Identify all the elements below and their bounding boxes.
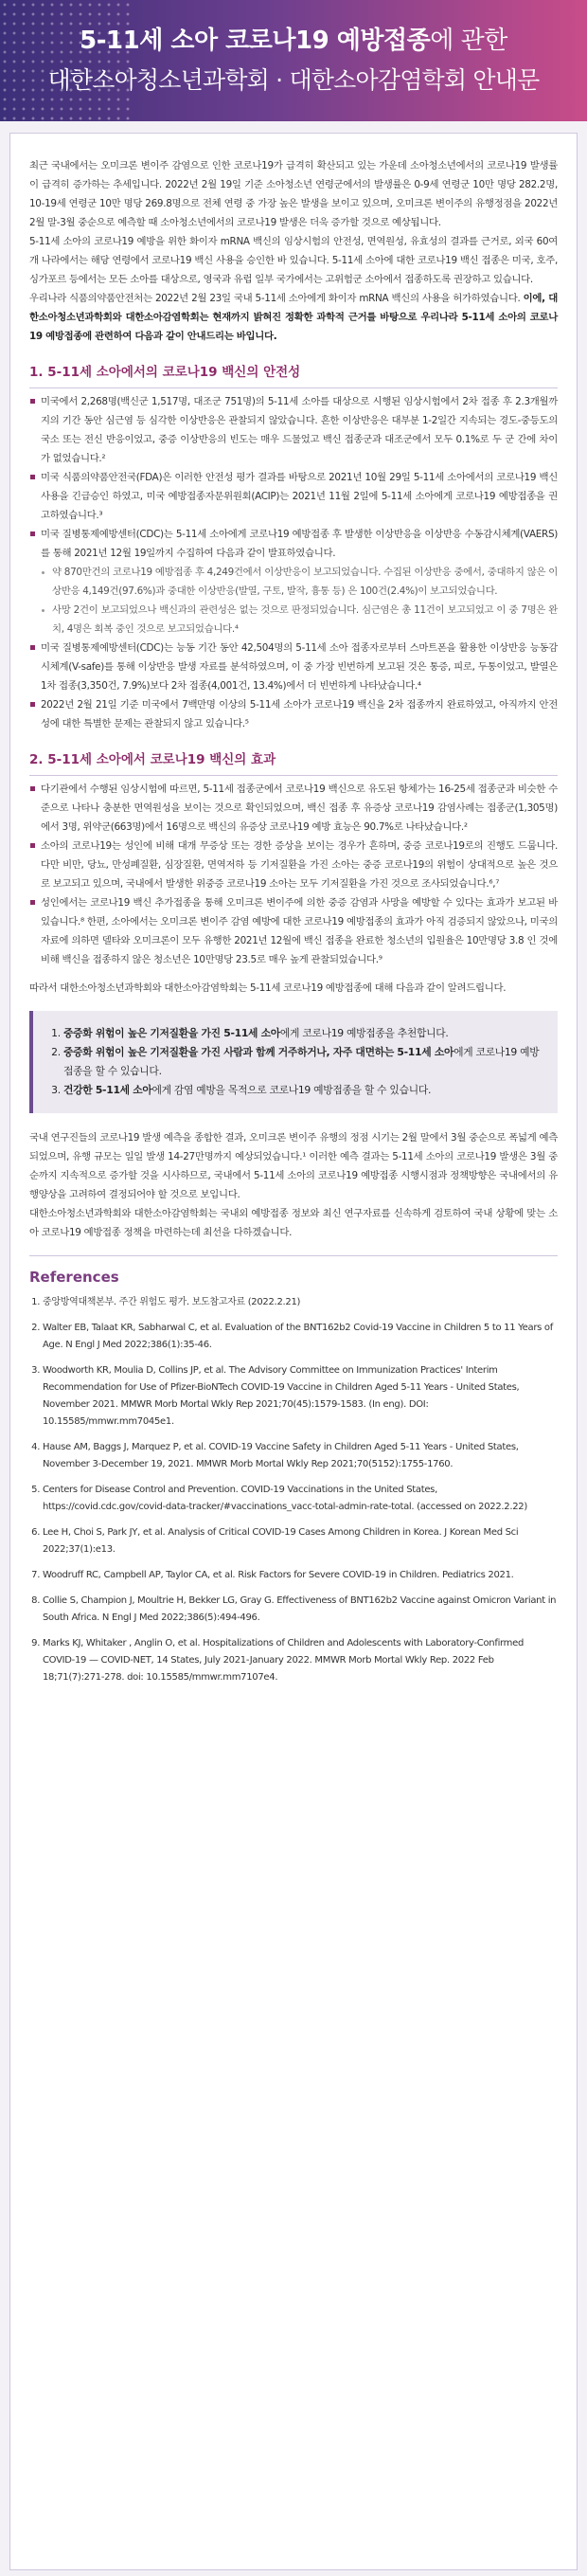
- section-1-sublist: [29, 563, 558, 639]
- reference-item: 5. Centers for Disease Control and Prevention. COVID-19 Vaccinations in the United States, https://covid.cdc.gov/covid-data-tracker/#vaccinations_vacc-total-admin-rate-total. (accessed on 2022.2.22): [43, 1482, 558, 1516]
- recommendation-text: 에게 감염 예방을 목적으로 코로나19 예방접종을 할 수 있습니다.: [151, 1084, 432, 1096]
- recommendation-text: 에게 코로나19 예방접종을 추천합니다.: [279, 1027, 449, 1039]
- recommendation-list: [48, 1024, 543, 1100]
- reference-item: 1. 중앙방역대책본부. 주간 위험도 평가. 보도참고자료 (2022.2.21): [43, 1294, 558, 1311]
- list-item: 소아의 코로나19는 성인에 비해 대개 무증상 또는 경한 증상을 보이는 경우가 흔하며, 중증 코로나19로의 진행도 드뭅니다. 다만 비만, 당뇨, 만성폐질환, 심장질환, 면역저하 등 기저질환을 가진 소아는 중증 코로나19의 위험이 상대적으로 높은 것으로 보고되고 있으며, 국내에서 발생한 위중증 코로나19 소아는 모두 기저질환을 가진 것으로 조사되었습니다.⁶,⁷: [29, 837, 558, 893]
- sub-list-item: 약 870만건의 코로나19 예방접종 후 4,249건에서 이상반응이 보고되었습니다. 수집된 이상반응 중에서, 중대하지 않은 이상반응 4,149건(97.6%)과 중대한 이상반응(발열, 구토, 발작, 흉통 등) 은 100건(2.4%)이 보고되었습니다.: [41, 563, 558, 601]
- references-section: [29, 1255, 558, 1686]
- recommendation-bold: 건강한 5-11세 소아: [63, 1084, 152, 1096]
- section-1-list-cont: [29, 639, 558, 733]
- intro-p3-bold: 이에, 대한소아청소년과학회와 대한소아감염학회는 현재까지 밝혀진 정확한 과학적 근거를 바탕으로 우리나라 5-11세 소아의 코로나19 예방접종에 관련하여 다음과 같이 안내드리는 바입니다.: [29, 293, 558, 342]
- closing-paragraph-2: 대한소아청소년과학회와 대한소아감염학회는 국내외 예방접종 정보와 최신 연구자료를 신속하게 검토하여 국내 상황에 맞는 소아 코로나19 예방접종 정책을 마련하는데 최선을 다하겠습니다.: [29, 1208, 558, 1238]
- page-subtitle: 대한소아청소년과학회 · 대한소아감염학회 안내문: [47, 66, 540, 94]
- list-item: 성인에서는 코로나19 백신 추가접종을 통해 오미크론 변이주에 의한 중증 감염과 사망을 예방할 수 있다는 효과가 보고된 바 있습니다.⁸ 한편, 소아에서는 오미크론 변이주 감염 예방에 대한 코로나19 예방접종의 효과가 아직 검증되지 않았으나, 미국의 자료에 의하면 델타와 오미크론이 모두 유행한 2021년 12월에 백신 접종을 완료한 청소년의 입원율은 10만명당 3.8 인 것에 비해 백신을 접종하지 않은 청소년은 10만명당 23.5로 매우 높게 관찰되었습니다.⁹: [29, 893, 558, 969]
- reference-item: 8. Collie S, Champion J, Moultrie H, Bekker LG, Gray G. Effectiveness of BNT162b2 Vaccine against Omicron Variant in South Africa. N Engl J Med 2022;386(5):494-496.: [43, 1593, 558, 1627]
- recommendation-item: [63, 1081, 543, 1100]
- recommendation-box: [29, 1011, 558, 1113]
- intro-paragraph-1: 최근 국내에서는 오미크론 변이주 감염으로 인한 코로나19가 급격히 확산되고 있는 가운데 소아청소년에서의 코로나19 발생률이 급격히 증가하는 추세입니다. 2022년 2월 19일 기준 소아청소년 연령군에서의 발생률은 0-9세 연령군 10만 명당 282.2명, 10-19세 연령군 10만 명당 269.8명으로 전체 연령 중 가장 높은 발생을 보이고 있으며, 오미크론 변이주의 유행정점을 2022년 2월 말-3월 중순으로 예측할 때 소아청소년에서의 코로나19 발생은 더욱 증가할 것으로 예상됩니다.: [29, 160, 558, 228]
- closing-paragraph-1: 국내 연구진들의 코로나19 발생 예측을 종합한 결과, 오미크론 변이주 유행의 정점 시기는 2월 말에서 3월 중순으로 폭넓게 예측되었으며, 유행 규모는 일일 발생 14-27만명까지 예상되었습니다.¹ 이러한 예측 결과는 5-11세 소아의 코로나19 발생은 3월 중순까지 지속적으로 증가할 것을 시사하므로, 국내에서 5-11세 소아의 코로나19 예방접종 시행시점과 정책방향은 국내에서의 유행양상을 고려하여 결정되어야 할 것으로 보입니다.: [29, 1132, 558, 1200]
- reference-item: 7. Woodruff RC, Campbell AP, Taylor CA, et al. Risk Factors for Severe COVID-19 in Children. Pediatrics 2021.: [43, 1567, 558, 1584]
- intro-paragraph-2: 5-11세 소아의 코로나19 예방을 위한 화이자 mRNA 백신의 임상시험의 안전성, 면역원성, 유효성의 결과를 근거로, 외국 60여개 나라에서는 해당 연령에서 코로나19 백신 사용을 승인한 바 있습니다. 5-11세 소아에 대한 코로나19 백신 접종은 미국, 호주, 싱가포르 등에서는 모든 소아를 대상으로, 영국과 유럽 일부 국가에서는 고위험군 소아에서 접종하도록 권장하고 있습니다.: [29, 236, 558, 285]
- section-1-list: [29, 392, 558, 563]
- section-2-conclusion: 따라서 대한소아청소년과학회와 대한소아감염학회는 5-11세 코로나19 예방접종에 대해 다음과 같이 알려드립니다.: [29, 982, 507, 994]
- title-rest: 에 관한: [430, 27, 507, 55]
- content-card: [9, 133, 578, 2570]
- section-2-list: [29, 780, 558, 969]
- reference-item: 2. Walter EB, Talaat KR, Sabharwal C, et al. Evaluation of the BNT162b2 Covid-19 Vaccine in Children 5 to 11 Years of Age. N Engl J Med 2022;386(1):35-46.: [43, 1320, 558, 1354]
- list-item: 미국 식품의약품안전국(FDA)은 이러한 안전성 평가 결과를 바탕으로 2021년 10월 29일 5-11세 소아에서의 코로나19 백신 사용을 긴급승인 하였고, 미국 예방접종자문위원회(ACIP)는 2021년 11월 2일에 5-11세 소아에게 코로나19 예방접종을 권고하였습니다.³: [29, 468, 558, 525]
- list-item: 다기관에서 수행된 임상시험에 따르면, 5-11세 접종군에서 코로나19 백신으로 유도된 항체가는 16-25세 접종군과 비슷한 수준으로 나타나 충분한 면역원성을 보이는 것으로 확인되었으며, 백신 접종 후 유증상 코로나19 감염사례는 접종군(1,305명)에서 3명, 위약군(663명)에서 16명으로 백신의 유증상 코로나19 예방 효능은 90.7%로 나타났습니다.²: [29, 780, 558, 837]
- recommendation-bold: 중증화 위험이 높은 기저질환을 가진 5-11세 소아: [63, 1027, 280, 1039]
- reference-item: 3. Woodworth KR, Moulia D, Collins JP, et al. The Advisory Committee on Immunization Practices' Interim Recommendation for Use of Pfizer-BioNTech COVID-19 Vaccine in Children Aged 5-11 Years - United States, November 2021. MMWR Morb Mortal Wkly Rep 2021;70(45):1579-1583. (In eng). DOI: 10.15585/mmwr.mm7045e1.: [43, 1362, 558, 1431]
- dot-pattern-decoration: [0, 0, 133, 121]
- sub-list-item: 사망 2건이 보고되었으나 백신과의 관련성은 없는 것으로 판정되었습니다. 심근염은 총 11건이 보고되었고 이 중 7명은 완치, 4명은 회복 중인 것으로 보고되었습니다.⁴: [41, 601, 558, 639]
- recommendation-text: 에게 코로나19 예방접종을 할 수 있습니다.: [63, 1046, 540, 1077]
- section-1-title: 1. 5-11세 소아에서의 코로나19 백신의 안전성: [29, 363, 558, 388]
- reference-item: 9. Marks KJ, Whitaker , Anglin O, et al. Hospitalizations of Children and Adolescents with Laboratory-Confirmed COVID-19 — COVID-NET, 14 States, July 2021-January 2022. MMWR Morb Mortal Wkly Rep. 2022 Feb 18;71(7):271-278. doi: 10.15585/mmwr.mm7107e4.: [43, 1635, 558, 1686]
- reference-item: 4. Hause AM, Baggs J, Marquez P, et al. COVID-19 Vaccine Safety in Children Aged 5-11 Years - United States, November 3-December 19, 2021. MMWR Morb Mortal Wkly Rep 2021;70(5152):1755-1760.: [43, 1439, 558, 1473]
- list-item: 미국 질병통제예방센터(CDC)는 능동 기간 동안 42,504명의 5-11세 소아 접종자로부터 스마트폰을 활용한 이상반응 능동감시체계(V-safe)를 통해 이상반응 발생 자료를 분석하였으며, 이 중 가장 빈번하게 보고된 것은 통증, 피로, 두통이었고, 발열은 1차 접종(3,350건, 7.9%)보다 2차 접종(4,001건, 13.4%)에서 더 빈번하게 나타났습니다.⁴: [29, 639, 558, 695]
- reference-item: 6. Lee H, Choi S, Park JY, et al. Analysis of Critical COVID-19 Cases Among Children in Korea. J Korean Med Sci 2022;37(1):e13.: [43, 1524, 558, 1558]
- recommendation-bold: 중증화 위험이 높은 기저질환을 가진 사람과 함께 거주하거나, 자주 대면하는 5-11세 소아: [63, 1046, 454, 1058]
- intro-p3-normal: 우리나라 식품의약품안전처는 2022년 2월 23일 국내 5-11세 소아에게 화이자 mRNA 백신의 사용을 허가하였습니다.: [29, 293, 524, 304]
- references-list: [29, 1294, 558, 1686]
- references-title: References: [29, 1269, 119, 1286]
- intro-paragraph-3: [29, 289, 558, 346]
- section-2-title: 2. 5-11세 소아에서 코로나19 백신의 효과: [29, 750, 558, 776]
- list-item: 미국 질병통제예방센터(CDC)는 5-11세 소아에게 코로나19 예방접종 후 발생한 이상반응을 이상반응 수동감시체계(VAERS)를 통해 2021년 12월 19일까지 수집하여 다음과 같이 발표하였습니다.: [29, 525, 558, 563]
- page-header: [0, 0, 587, 121]
- title-emphasis: 5-11세 소아 코로나19 예방접종: [80, 27, 431, 55]
- recommendation-item: [63, 1043, 543, 1081]
- list-item: 미국에서 2,268명(백신군 1,517명, 대조군 751명)의 5-11세 소아를 대상으로 시행된 임상시험에서 2차 접종 후 2.3개월까지의 기간 동안 심근염 등 심각한 이상반응은 관찰되지 않았습니다. 흔한 이상반응은 대부분 1-2일간 지속되는 경도-중등도의 국소 또는 전신 반응이었고, 중증 이상반응의 빈도는 매우 드물었고 백신 접종군과 대조군에서 모두 0.1%로 두 군 간에 차이가 없었습니다.²: [29, 392, 558, 468]
- list-item: 2022년 2월 21일 기준 미국에서 7백만명 이상의 5-11세 소아가 코로나19 백신을 2차 접종까지 완료하였고, 아직까지 안전성에 대한 특별한 문제는 관찰되지 않고 있습니다.⁵: [29, 695, 558, 733]
- recommendation-item: [63, 1024, 543, 1043]
